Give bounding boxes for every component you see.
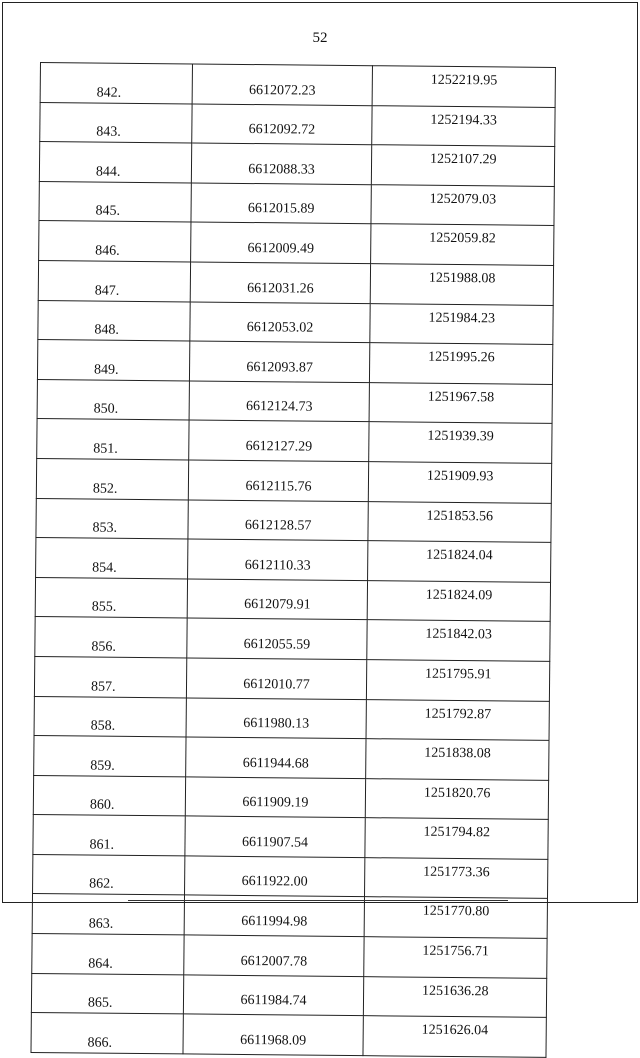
x-coordinate-cell (191, 104, 372, 145)
y-coordinate-cell: 1251967.58 (369, 382, 552, 423)
table-row (33, 775, 548, 820)
x-coordinate-cell (190, 302, 371, 343)
y-coordinate-cell: 1251773.36 (365, 858, 548, 899)
point-number-cell: 845. (39, 181, 191, 222)
x-coordinate-cell (188, 420, 369, 461)
x-coordinate-cell (184, 895, 365, 936)
table-body (31, 63, 555, 1058)
y-coordinate-cell: 1252219.95 (372, 66, 555, 107)
point-number-cell: 864. (32, 934, 184, 975)
y-coordinate-cell: 1251842.03 (367, 620, 550, 661)
table-row (36, 498, 551, 543)
table-row (36, 538, 551, 583)
point-number-cell: 851. (37, 419, 189, 460)
point-number-cell: 853. (36, 498, 188, 539)
x-coordinate-value: 6612031.26 (247, 280, 314, 297)
x-coordinate-cell (186, 658, 367, 699)
x-coordinate-value: 6611968.09 (240, 1032, 307, 1049)
y-coordinate-cell: 1252194.33 (372, 105, 555, 146)
x-coordinate-cell (191, 183, 372, 224)
table-row (35, 617, 550, 662)
table-row (37, 419, 552, 464)
page-number: 52 (312, 30, 328, 46)
x-coordinate-cell (183, 935, 364, 976)
point-number-cell: 846. (39, 221, 191, 262)
table-row (34, 656, 549, 701)
point-number-cell: 866. (31, 1013, 183, 1054)
x-coordinate-cell (184, 856, 365, 897)
x-coordinate-cell (190, 222, 371, 263)
table-row (37, 379, 552, 424)
x-coordinate-value: 6612124.73 (245, 399, 313, 415)
point-number-cell: 856. (35, 617, 187, 658)
x-coordinate-cell (191, 143, 372, 184)
y-coordinate-cell: 1251824.09 (368, 580, 551, 621)
table-row (40, 102, 555, 147)
table-row (39, 142, 554, 187)
y-coordinate-cell: 1251795.91 (367, 660, 550, 701)
x-coordinate-value: 6611922.00 (241, 874, 308, 891)
table-row (31, 1013, 546, 1058)
table-row (40, 63, 555, 108)
table-row (39, 221, 554, 266)
y-coordinate-cell: 1251824.04 (368, 541, 551, 582)
x-coordinate-cell (183, 1014, 364, 1055)
y-coordinate-cell: 1251909.93 (369, 462, 552, 503)
x-coordinate-value: 6611994.98 (241, 914, 308, 930)
x-coordinate-value: 6611944.68 (242, 755, 309, 772)
table-row (33, 854, 548, 899)
table-row (32, 934, 547, 979)
x-coordinate-cell (185, 816, 366, 857)
point-number-cell: 852. (36, 458, 188, 499)
x-coordinate-value: 6612088.33 (248, 161, 315, 178)
table-row (39, 181, 554, 226)
x-coordinate-cell (183, 975, 364, 1016)
y-coordinate-cell: 1252059.82 (371, 224, 554, 265)
point-number-cell: 844. (39, 142, 191, 183)
x-coordinate-value: 6612115.76 (245, 478, 312, 495)
point-number-cell: 863. (32, 894, 184, 935)
point-number-cell: 849. (37, 340, 189, 381)
y-coordinate-cell: 1251770.80 (364, 897, 547, 938)
x-coordinate-value: 6611907.54 (242, 834, 309, 851)
point-number-cell: 843. (40, 102, 192, 143)
y-coordinate-cell: 1251792.87 (366, 699, 549, 740)
x-coordinate-cell (185, 737, 366, 778)
point-number-cell: 855. (35, 577, 187, 618)
point-number-cell: 850. (37, 379, 189, 420)
y-coordinate-cell: 1251995.26 (370, 343, 553, 384)
x-coordinate-value: 6612092.72 (248, 122, 316, 138)
y-coordinate-cell: 1251939.39 (369, 422, 552, 463)
x-coordinate-value: 6612009.49 (247, 240, 315, 257)
x-coordinate-cell (188, 460, 369, 501)
x-coordinate-cell (190, 262, 371, 303)
point-number-cell: 848. (38, 300, 190, 341)
table-row (38, 260, 553, 305)
x-coordinate-cell (186, 697, 367, 738)
x-coordinate-value: 6612093.87 (246, 359, 313, 376)
y-coordinate-cell: 1251838.08 (366, 739, 549, 780)
y-coordinate-cell: 1251794.82 (365, 818, 548, 859)
table-row (34, 696, 549, 741)
x-coordinate-value: 6611984.74 (240, 993, 307, 1009)
x-coordinate-value: 6612127.29 (245, 438, 313, 455)
x-coordinate-cell (187, 618, 368, 659)
x-coordinate-value: 6612072.23 (248, 82, 316, 99)
x-coordinate-cell (189, 341, 370, 382)
x-coordinate-value: 6612053.02 (246, 320, 314, 336)
table-row (36, 458, 551, 503)
point-number-cell: 860. (33, 775, 185, 816)
point-number-cell: 857. (34, 656, 186, 697)
x-coordinate-value: 6612007.78 (240, 953, 308, 970)
y-coordinate-cell: 1251626.04 (363, 1016, 546, 1057)
y-coordinate-cell: 1251988.08 (371, 264, 554, 305)
x-coordinate-value: 6612015.89 (247, 201, 315, 218)
x-coordinate-value: 6612010.77 (243, 676, 310, 693)
x-coordinate-cell (188, 499, 369, 540)
point-number-cell: 862. (33, 854, 185, 895)
y-coordinate-cell: 1251853.56 (368, 501, 551, 542)
table-row (31, 973, 546, 1018)
coordinates-table (30, 62, 555, 1058)
y-coordinate-cell: 1252079.03 (371, 184, 554, 225)
table-row (37, 340, 552, 385)
point-number-cell: 859. (34, 736, 186, 777)
x-coordinate-value: 6612079.91 (244, 597, 311, 613)
table-row (35, 577, 550, 622)
y-coordinate-cell: 1251756.71 (364, 937, 547, 978)
table-row (38, 300, 553, 345)
y-coordinate-cell: 1251984.23 (370, 303, 553, 344)
x-coordinate-value: 6612055.59 (243, 636, 311, 653)
x-coordinate-value: 6611909.19 (242, 795, 309, 811)
point-number-cell: 854. (36, 538, 188, 579)
point-number-cell: 842. (40, 63, 192, 104)
y-coordinate-cell: 1252107.29 (372, 145, 555, 186)
table-row (34, 736, 549, 781)
x-coordinate-cell (189, 381, 370, 422)
x-coordinate-cell (187, 539, 368, 580)
x-coordinate-value: 6612110.33 (244, 557, 311, 574)
y-coordinate-cell: 1251820.76 (366, 778, 549, 819)
x-coordinate-value: 6612128.57 (244, 518, 312, 534)
point-number-cell: 858. (34, 696, 186, 737)
point-number-cell: 861. (33, 815, 185, 856)
x-coordinate-cell (187, 579, 368, 620)
point-number-cell: 847. (38, 260, 190, 301)
x-coordinate-cell (185, 777, 366, 818)
point-number-cell: 865. (31, 973, 183, 1014)
bottom-rule (128, 900, 508, 901)
x-coordinate-cell (192, 64, 373, 105)
y-coordinate-cell: 1251636.28 (364, 976, 547, 1017)
table-row (33, 815, 548, 860)
x-coordinate-value: 6611980.13 (243, 716, 310, 732)
